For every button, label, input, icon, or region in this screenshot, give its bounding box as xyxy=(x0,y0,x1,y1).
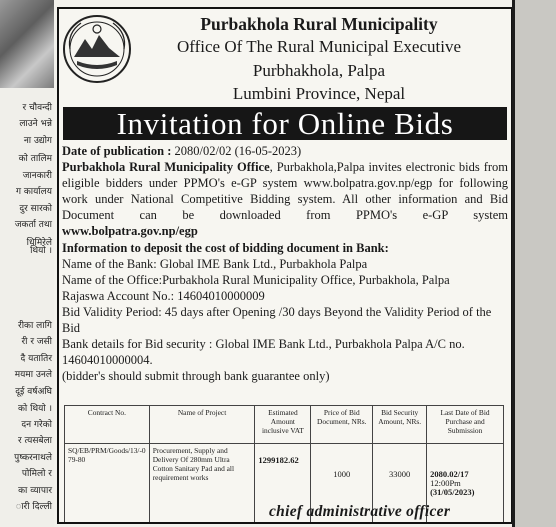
header-security: Bid Security Amount, NRs. xyxy=(373,406,427,444)
header-estimate: Estimated Amount inclusive VAT xyxy=(255,406,311,444)
adjacent-text-fragment: रीका लागि xyxy=(18,321,52,331)
notice-body xyxy=(62,143,508,384)
adjacent-text-fragment: ग कार्यालय xyxy=(15,187,52,197)
cell-estimate: 1299182.62 xyxy=(255,444,311,525)
adjacent-text-fragment: दूई वर्षअघि xyxy=(15,387,52,397)
adjacent-text-fragment: दन गरेको xyxy=(21,420,52,430)
adjacent-text-fragment: का व्यापार xyxy=(18,486,52,496)
last-time: 12:00Pm xyxy=(430,478,461,488)
adjacent-text-fragment: जानकारी xyxy=(22,171,52,181)
municipality-emblem-icon xyxy=(61,13,133,85)
adjacent-text-fragment: थियो । xyxy=(30,246,52,256)
signatory: chief administrative officer xyxy=(269,503,451,520)
date-value: 2080/02/02 (16-05-2023) xyxy=(174,144,302,158)
cell-doc-price: 1000 xyxy=(311,444,373,525)
website-link[interactable]: www.bolpatra.gov.np/egp xyxy=(62,224,198,239)
municipality-title: Purbakhola Rural Municipality xyxy=(200,14,438,34)
adjacent-text-fragment: पुष्करनाथले xyxy=(14,453,52,463)
header-doc-price: Price of Bid Document, NRs. xyxy=(311,406,373,444)
adjacent-text-fragment: जकर्ता तथा xyxy=(14,220,52,230)
header-project: Name of Project xyxy=(149,406,255,444)
last-date-ad: (31/05/2023) xyxy=(430,487,475,497)
adjacent-text-fragment: दुर सारको xyxy=(19,204,52,214)
adjacent-text-fragment: पोमिलो र xyxy=(21,469,52,479)
bid-security-bank: Bank details for Bid security : Global IME Bank Ltd., Purbakhola Palpa A/C no. 14604010000004. xyxy=(62,337,465,368)
header-contract-no: Contract No. xyxy=(65,406,150,444)
address-line-2: Lumbini Province, Nepal xyxy=(232,84,406,103)
adjacent-text-fragment: धिमिरेले xyxy=(26,238,52,248)
cell-contract-no: SQ/EB/PRM/Goods/13/-079-80 xyxy=(65,444,150,525)
account-number: Rajaswa Account No.: 14604010000009 xyxy=(62,288,265,303)
cell-security: 33000 xyxy=(373,444,427,525)
bank-name: Name of the Bank: Global IME Bank Ltd., Purbakhola Palpa xyxy=(62,256,368,271)
adjacent-text-fragment: री र जसी xyxy=(21,337,52,347)
last-date-bs: 2080.02/17 xyxy=(430,469,469,479)
deposit-heading: Information to deposit the cost of bidding document in Bank: xyxy=(62,240,389,255)
office-account-name: Name of the Office:Purbakhola Rural Municipality Office, Purbakhola, Palpa xyxy=(62,272,450,287)
adjacent-text-fragment: लाउने भन्ने xyxy=(19,119,52,129)
adjacent-text-fragment: र त्यसबेला xyxy=(17,436,52,446)
page-edge xyxy=(512,0,556,527)
notice-banner: Invitation for Online Bids xyxy=(63,107,507,140)
guarantee-note: (bidder's should submit through bank guarantee only) xyxy=(62,369,330,384)
adjacent-text-fragment: को थियो । xyxy=(17,404,52,414)
adjacent-text-fragment: को तालिम xyxy=(18,154,52,164)
adjacent-text-fragment: ारी दिल्ली xyxy=(15,502,52,512)
cell-project: Procurement, Supply and Delivery Of 280mm Ultra Cotton Sanitary Pad and all requirement works xyxy=(149,444,255,525)
adjacent-photo xyxy=(0,0,54,88)
office-name: Office Of The Rural Municipal Executive xyxy=(176,37,462,56)
intro-office: Purbakhola Rural Municipality Office xyxy=(62,160,270,175)
adjacent-text-fragment: मयमा उनले xyxy=(14,370,52,380)
header-last-date: Last Date of Bid Purchase and Submission xyxy=(427,406,504,444)
bid-notice xyxy=(57,7,512,524)
intro-text: , Purbakhola,Palpa invites electronic bids from eligible bidders under PPMO's e-GP system www.bolpatra.gov.np/egp for following work under National Competitive Bidding system. All other information and Bid Document can be downloaded from PPMO's e-GP system xyxy=(62,160,508,223)
table-header-row xyxy=(65,406,504,444)
adjacent-text-fragment: दै यतातिर xyxy=(20,354,52,364)
bid-validity: Bid Validity Period: 45 days after Opening /30 days Beyond the Validity Period of the Bid xyxy=(62,304,492,336)
date-label: Date of publication : xyxy=(62,144,172,158)
adjacent-text-fragment: ना उद्योग xyxy=(23,136,52,146)
adjacent-text-fragment: र चौवन्दी xyxy=(22,103,52,113)
address-line-1: Purbhakhola, Palpa xyxy=(252,61,386,80)
adjacent-column xyxy=(0,0,54,527)
